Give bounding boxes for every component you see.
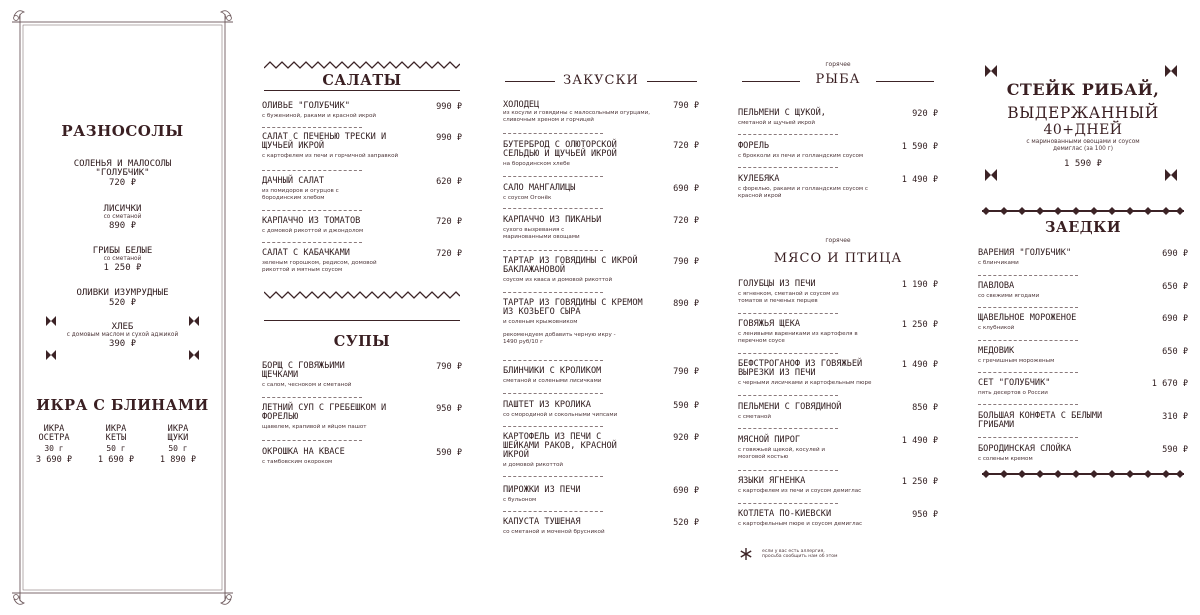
divider xyxy=(978,437,1078,438)
divider xyxy=(503,133,603,134)
list-item: ПЕЛЬМЕНИ С ЩУКОЙ, 920 ₽ сметаной и щучьей икрой xyxy=(738,108,938,126)
divider xyxy=(978,372,1078,373)
section-title-desserts: ЗАЕДКИ xyxy=(1044,219,1122,236)
list-item: БОРЩ С ГОВЯЖЬИМИ ЩЕЧКАМИ 790 ₽ с салом, чесноком и сметаной xyxy=(262,361,462,388)
list-item: ДАЧНЫЙ САЛАТ 620 ₽ из помидоров и огурцов с бородинским хлебом xyxy=(262,176,462,201)
panel-steak-desserts xyxy=(978,0,1188,615)
list-item: МЯСНОЙ ПИРОГ 1 490 ₽ с говяжьей щекой, косулей и мозговой костью xyxy=(738,435,938,460)
divider xyxy=(264,320,460,321)
list-item: САЛО МАНГАЛИЦЫ 690 ₽ с соусом Огонёк xyxy=(503,183,699,201)
diamond-ornament-icon xyxy=(1164,168,1178,182)
list-item: ЯЗЫКИ ЯГНЕНКА 1 250 ₽ с картофелем из печи и соусом демиглас xyxy=(738,476,938,494)
allergy-note: если у вас есть аллергия, просьба сообщить нам об этом xyxy=(762,549,838,559)
diamond-ornament-icon xyxy=(984,64,998,78)
list-item: ГОВЯЖЬЯ ЩЕКА 1 250 ₽ с ленивыми варениками из картофеля в перечном соусе xyxy=(738,319,938,344)
list-item: ИКРА ОСЕТРА 30 г 3 690 ₽ xyxy=(35,424,73,465)
divider xyxy=(503,176,603,177)
asterisk-icon xyxy=(740,548,752,560)
divider xyxy=(262,397,362,398)
list-item: БЛИНЧИКИ С КРОЛИКОМ 790 ₽ сметаной и солеными лисичками xyxy=(503,366,699,384)
list-item: ОКРОШКА НА КВАСЕ 590 ₽ с тамбовским окороком xyxy=(262,447,462,465)
list-item: СОЛЕНЬЯ И МАЛОСОЛЫ "ГОЛУБЧИК" 720 ₽ xyxy=(73,159,172,188)
divider xyxy=(262,440,362,441)
divider xyxy=(647,81,697,82)
steak-title: 40+ДНЕЙ xyxy=(1043,122,1123,138)
list-item: ГРИБЫ БЕЛЫЕ со сметаной 1 250 ₽ xyxy=(92,246,153,273)
divider xyxy=(738,167,838,168)
steak-price: 1 590 ₽ xyxy=(1064,159,1102,169)
subtitle-hot: горячее xyxy=(825,237,851,244)
list-item: ТАРТАР ИЗ ГОВЯДИНЫ С ИКРОЙ БАКЛАЖАНОВОЙ 790 ₽ соусом из кваса и домовой рикоттой xyxy=(503,256,699,283)
subtitle-hot: горячее xyxy=(825,61,851,68)
divider xyxy=(503,360,603,361)
list-item: СЕТ "ГОЛУБЧИК" 1 670 ₽ пять десертов о России xyxy=(978,378,1188,396)
list-item: БОЛЬШАЯ КОНФЕТА С БЕЛЫМИ ГРИБАМИ 310 ₽ xyxy=(978,411,1188,430)
diamond-ornament-icon xyxy=(44,314,58,362)
divider xyxy=(503,426,603,427)
steak-description: с маринованными овощами и соусом демиглас (за 100 г) xyxy=(1026,139,1140,152)
divider xyxy=(262,242,362,243)
panel-salads-soups xyxy=(262,0,462,615)
list-item: ЩАВЕЛЬНОЕ МОРОЖЕНОЕ 690 ₽ с клубникой xyxy=(978,313,1188,331)
section-title-caviar: ИКРА С БЛИНАМИ xyxy=(36,397,209,414)
divider xyxy=(503,250,603,251)
divider xyxy=(738,134,838,135)
divider xyxy=(978,275,1078,276)
divider xyxy=(876,81,934,82)
divider xyxy=(738,313,838,314)
list-item: ЛИСИЧКИ со сметаной 890 ₽ xyxy=(103,204,142,231)
list-item: БОРОДИНСКАЯ СЛОЙКА 590 ₽ с соленым кремом xyxy=(978,444,1188,462)
section-title-fish: РЫБА xyxy=(815,72,861,87)
list-item: ПАВЛОВА 650 ₽ со свежими ягодами xyxy=(978,281,1188,299)
list-item: ПЕЛЬМЕНИ С ГОВЯДИНОЙ 850 ₽ с сметаной xyxy=(738,402,938,420)
list-item: КОТЛЕТА ПО-КИЕВСКИ 950 ₽ с картофельным пюре и соусом демиглас xyxy=(738,509,938,527)
divider xyxy=(978,307,1078,308)
list-item: ИКРА ЩУКИ 50 г 1 890 ₽ xyxy=(159,424,197,465)
diamond-ornament-icon xyxy=(1164,64,1178,78)
list-item: КАРПАЧЧО ИЗ ТОМАТОВ 720 ₽ с домовой рикоттой и джондолом xyxy=(262,216,462,234)
list-item: МЕДОВИК 650 ₽ с гречишным мороженым xyxy=(978,346,1188,364)
divider xyxy=(262,170,362,171)
list-item: ТАРТАР ИЗ ГОВЯДИНЫ С КРЕМОМ ИЗ КОЗЬЕГО СЫРА 890 ₽ и соленым крыжовником рекомендуем добавить черную икру - 1490 руб/10 г xyxy=(503,298,699,345)
list-item: ХЛЕБ с домовым маслом и сухой аджикой 390 ₽ xyxy=(66,322,179,349)
steak-title: ВЫДЕРЖАННЫЙ xyxy=(1007,104,1159,122)
diamond-ornament-icon xyxy=(984,168,998,182)
list-item: ОЛИВКИ ИЗУМРУДНЫЕ 520 ₽ xyxy=(76,288,169,308)
list-item: КУЛЕБЯКА 1 490 ₽ с форелью, раками и голландским соусом с красной икрой xyxy=(738,174,938,199)
ornament-border xyxy=(982,470,1184,478)
ornament-border xyxy=(982,207,1184,215)
panel-appetizers xyxy=(503,0,699,615)
divider xyxy=(503,292,603,293)
list-item: ПАШТЕТ ИЗ КРОЛИКА 590 ₽ со смородиной и сокольными чипсами xyxy=(503,400,699,418)
divider xyxy=(264,90,460,91)
section-title-soups: СУПЫ xyxy=(333,333,391,350)
list-item: БУТЕРБРОД С ОЛЮТОРСКОЙ СЕЛЬДЬЮ И ЩУЧЬЕЙ ИКРОЙ 720 ₽ на бородинском хлебе xyxy=(503,140,699,167)
divider xyxy=(262,210,362,211)
list-item: ВАРЕНИЯ "ГОЛУБЧИК" 690 ₽ с блинчиками xyxy=(978,248,1188,266)
list-item: КАПУСТА ТУШЕНАЯ 520 ₽ со сметаной и моченой брусникой xyxy=(503,517,699,535)
list-item: ОЛИВЬЕ "ГОЛУБЧИК" 990 ₽ с бужениной, раками и красной икрой xyxy=(262,101,462,119)
list-item: БЕФСТРОГАНОФ ИЗ ГОВЯЖЬЕЙ ВЫРЕЗКИ ИЗ ПЕЧИ 1 490 ₽ с черными лисичками и картофельным пюре xyxy=(738,359,938,386)
section-title-salads: САЛАТЫ xyxy=(322,72,402,89)
divider xyxy=(738,470,838,471)
section-title-pickles: РАЗНОСОЛЫ xyxy=(61,122,184,140)
divider xyxy=(262,127,362,128)
divider xyxy=(978,404,1078,405)
divider xyxy=(738,503,838,504)
list-item: КАРПАЧЧО ИЗ ПИКАНЬИ 720 ₽ сухого вызревания с маринованными овощами xyxy=(503,215,699,240)
list-item: ГОЛУБЦЫ ИЗ ПЕЧИ 1 190 ₽ с ягненком, сметаной и соусом из томатов и печеных перцев xyxy=(738,279,938,304)
list-item: САЛАТ С ПЕЧЕНЬЮ ТРЕСКИ И ЩУЧЬЕЙ ИКРОЙ 990 ₽ с картофелем из печи и горчичной заправкой xyxy=(262,132,462,159)
zigzag-border xyxy=(264,290,460,300)
diamond-ornament-icon xyxy=(187,314,201,362)
list-item: ИКРА КЕТЫ 50 г 1 690 ₽ xyxy=(97,424,135,465)
list-item: КАРТОФЕЛЬ ИЗ ПЕЧИ С ШЕЙКАМИ РАКОВ, КРАСНОЙ ИКРОЙ 920 ₽ и домовой рикоттой xyxy=(503,432,699,468)
panel-pickles xyxy=(10,0,235,615)
zigzag-border xyxy=(264,60,460,70)
list-item: САЛАТ С КАБАЧКАМИ 720 ₽ зеленым горошком, редисом, домовой рикоттой и мятным соусом xyxy=(262,248,462,273)
steak-title: СТЕЙК РИБАЙ, xyxy=(1006,80,1160,99)
divider xyxy=(503,393,603,394)
list-item: ФОРЕЛЬ 1 590 ₽ с брокколи из печи и голландским соусом xyxy=(738,141,938,159)
divider xyxy=(738,395,838,396)
divider xyxy=(503,208,603,209)
divider xyxy=(738,428,838,429)
divider xyxy=(503,511,603,512)
section-title-appetizers: ЗАКУСКИ xyxy=(563,73,639,88)
list-item: ХОЛОДЕЦ 790 ₽ из косули и говядины с малосольными огурцами, сливочным хреном и горчицей xyxy=(503,100,699,123)
divider xyxy=(503,476,603,477)
divider xyxy=(978,340,1078,341)
list-item: ПИРОЖКИ ИЗ ПЕЧИ 690 ₽ с бульоном xyxy=(503,485,699,503)
list-item: ЛЕТНИЙ СУП С ГРЕБЕШКОМ И ФОРЕЛЬЮ 950 ₽ щавелем, крапивой и яйцом пашот xyxy=(262,403,462,430)
panel-hot-dishes xyxy=(738,0,938,615)
section-title-meat: МЯСО И ПТИЦА xyxy=(773,251,903,266)
divider xyxy=(738,353,838,354)
